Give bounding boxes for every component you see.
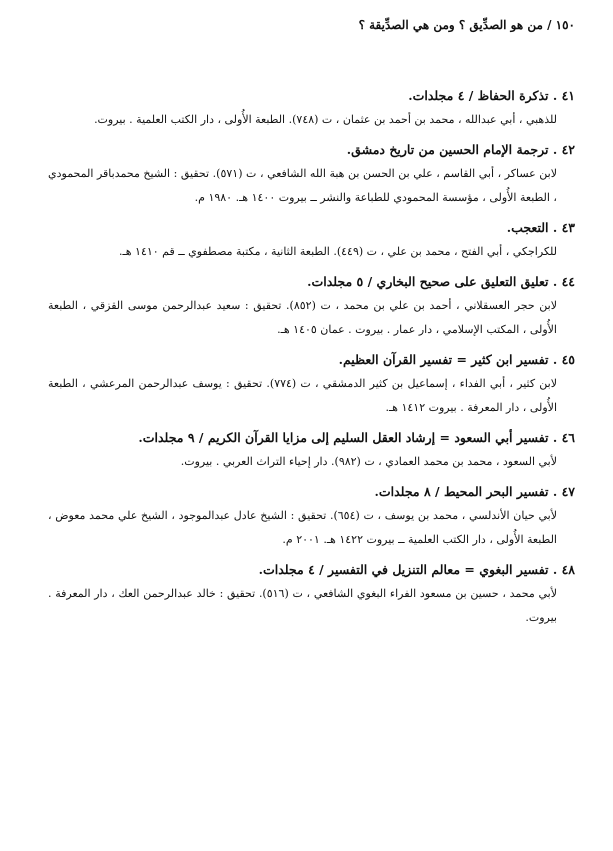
bibliography-entry [48,480,575,552]
bibliography-list [48,84,575,630]
entry-body: للكراجكي ، أبي الفتح ، محمد بن علي ، ت (٤٤٩). الطبعة الثانية ، مكتبة مصطفوي ــ قم ١٤١٠ هـ. [119,245,557,258]
entry-title: ٤٢ . ترجمة الإمام الحسين من تاريخ دمشق. [346,142,575,157]
entry-title: ٤٨ . تفسير البغوي = معالم التنزيل في التفسير / ٤ مجلدات. [258,562,575,577]
entry-body: لابن عساكر ، أبي القاسم ، علي بن الحسن بن هبة الله الشافعي ، ت (٥٧١). تحقيق : الشيخ محمدباقر المحمودي ، الطبعة الأُولى ، مؤسسة المحمودي للطباعة والنشر ــ بيروت ١٤٠٠ هـ. ١٩٨٠ م. [48,167,557,204]
entry-title: ٤١ . تذكرة الحفاظ / ٤ مجلدات. [408,88,575,103]
entry-body: لابن حجر العسقلاني ، أحمد بن علي بن محمد ، ت (٨٥٢). تحقيق : سعيد عبدالرحمن موسى القزقي ، الطبعة الأُولى ، المكتب الإسلامي ، دار عمار . بيروت . عمان ١٤٠٥ هـ. [48,299,557,336]
entry-body: لأبي محمد ، حسين بن مسعود الفراء البغوي الشافعي ، ت (٥١٦). تحقيق : خالد عبدالرحمن العك ، دار المعرفة . بيروت. [48,587,557,624]
bibliography-entry [48,348,575,420]
page [48,14,575,636]
entry-body: للذهبي ، أبي عبدالله ، محمد بن أحمد بن عثمان ، ت (٧٤٨). الطبعة الأُولى ، دار الكتب العلمية . بيروت. [94,113,557,126]
entry-title: ٤٧ . تفسير البحر المحيط / ٨ مجلدات. [374,484,575,499]
running-header: ١٥٠ / من هو الصدِّيق ؟ ومن هي الصدِّيقة ؟ [358,18,575,32]
entry-title: ٤٤ . تعليق التعليق على صحيح البخاري / ٥ مجلدات. [307,274,575,289]
bibliography-entry [48,216,575,264]
entry-title: ٤٥ . تفسير ابن كثير = تفسير القرآن العظيم. [338,352,575,367]
entry-title: ٤٦ . تفسير أبي السعود = إرشاد العقل السليم إلى مزايا القرآن الكريم / ٩ مجلدات. [138,430,575,445]
entry-body: لابن كثير ، أبي الفداء ، إسماعيل بن كثير الدمشقي ، ت (٧٧٤). تحقيق : يوسف عبدالرحمن المرعشي ، الطبعة الأُولى ، دار المعرفة . بيروت ١٤١٢ هـ. [48,377,558,414]
entry-title: ٤٣ . التعجب. [506,220,575,235]
bibliography-entry [48,558,575,630]
bibliography-entry [48,426,575,474]
entry-body: لأبي حيان الأندلسي ، محمد بن يوسف ، ت (٦٥٤). تحقيق : الشيخ عادل عبدالموجود ، الشيخ علي محمد معوض ، الطبعة الأُولى ، دار الكتب العلمية ــ بيروت ١٤٢٢ هـ. ٢٠٠١ م. [48,509,557,546]
bibliography-entry [48,138,575,210]
bibliography-entry [48,84,575,132]
bibliography-entry [48,270,575,342]
entry-body: لأبي السعود ، محمد بن محمد العمادي ، ت (٩٨٢). دار إحياء التراث العربي . بيروت. [180,455,557,468]
